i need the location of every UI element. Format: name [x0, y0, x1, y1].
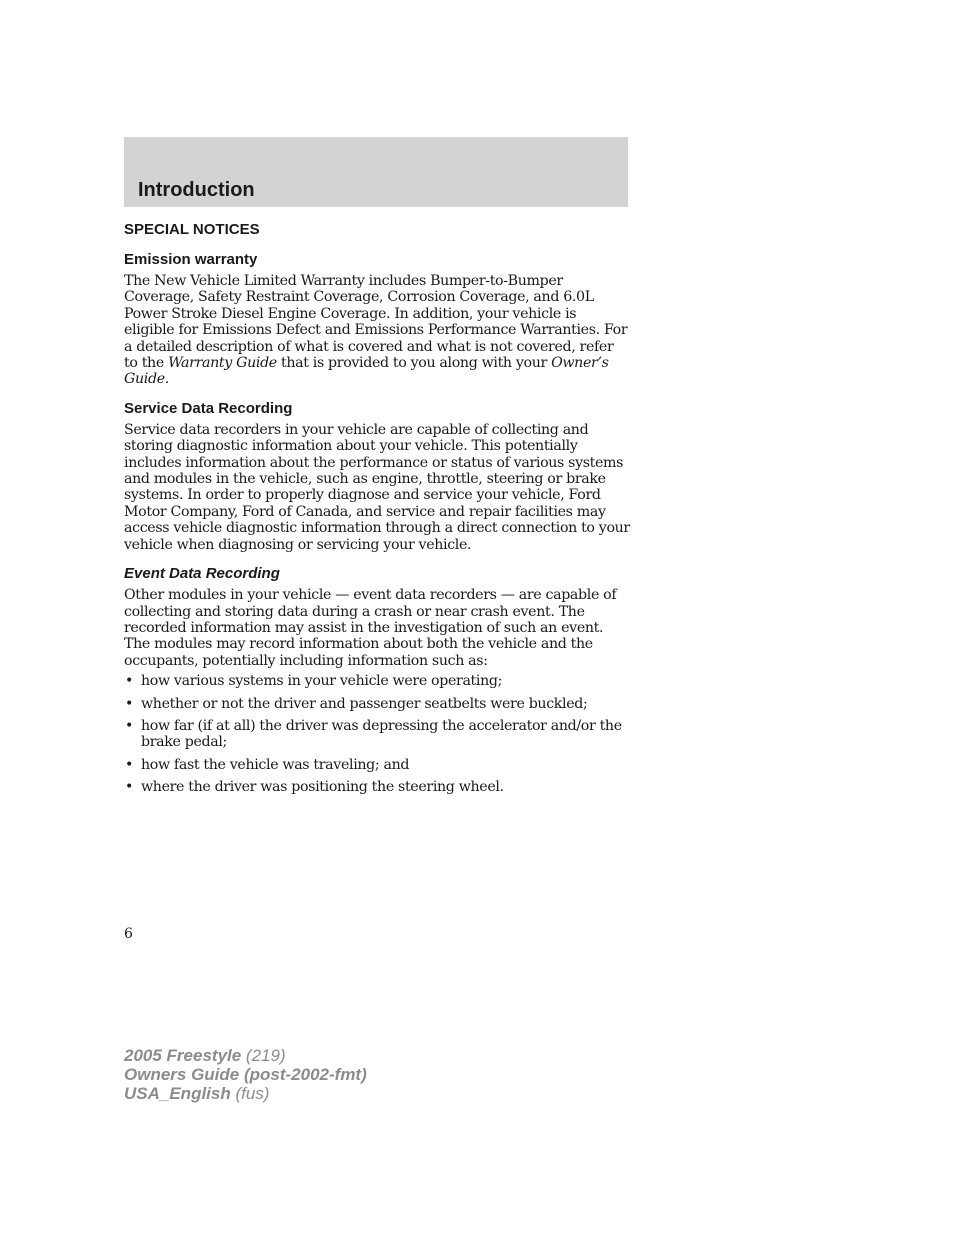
list-item-text: how far (if at all) the driver was depressing the accelerator and/or the brake pedal; — [141, 717, 622, 751]
page-content — [124, 220, 630, 802]
list-item — [124, 718, 630, 751]
bullet-icon: • — [125, 717, 134, 734]
event-data-list — [124, 673, 630, 795]
footer-line-3 — [124, 1084, 367, 1103]
chapter-title: Introduction — [138, 179, 255, 201]
list-item-text: where the driver was positioning the steering wheel. — [141, 779, 504, 796]
emission-warranty-paragraph — [124, 273, 630, 388]
bullet-icon: • — [125, 779, 134, 796]
footer-model: 2005 Freestyle — [124, 1046, 242, 1065]
bullet-icon: • — [125, 756, 134, 773]
bullet-icon: • — [125, 695, 134, 712]
footer-language-code: (fus) — [230, 1084, 270, 1103]
list-item — [124, 757, 630, 773]
bullet-icon: • — [125, 673, 134, 690]
header-band — [124, 137, 628, 207]
list-item — [124, 673, 630, 689]
service-data-paragraph: Service data recorders in your vehicle are capable of collecting and storing diagnostic information about your vehicle. This potentially includes information about the performance or status of various systems and modules in the vehicle, such as engine, throttle, steering or brake systems. In order to properly diagnose and service your vehicle, Ford Motor Company, Ford of Canada, and service and repair facilities may access vehicle diagnostic information through a direct connection to your vehicle when diagnosing or servicing your vehicle. — [124, 421, 630, 553]
footer-guide-type: Owners Guide (post-2002-fmt) — [124, 1065, 367, 1084]
event-data-paragraph: Other modules in your vehicle — event data recorders — are capable of collecting and storing data during a crash or near crash event. The recorded information may assist in the investigation of such an event. The modules may record information about both the vehicle and the occupants, potentially including information such as: — [124, 587, 617, 669]
warranty-guide-title: Warranty Guide — [168, 355, 277, 372]
list-item-text: whether or not the driver and passenger seatbelts were buckled; — [141, 695, 588, 712]
owners-guide-title: Owner’s Guide — [124, 355, 609, 388]
emission-text-before: The New Vehicle Limited Warranty includes Bumper-to-Bumper Coverage, Safety Restraint Coverage, Corrosion Coverage, and 6.0L Power Stroke Diesel Engine Coverage. In addition, your vehicle is eligible for Emissions Defect and Emissions Performance Warranties. For a detailed description of what is covered and what is not covered, refer to the — [124, 273, 628, 372]
list-item — [124, 779, 630, 795]
list-item-text: how fast the vehicle was traveling; and — [141, 756, 410, 773]
footer-model-code: (219) — [241, 1046, 286, 1065]
emission-warranty-heading: Emission warranty — [124, 251, 258, 268]
list-item — [124, 696, 630, 712]
list-item-text: how various systems in your vehicle were operating; — [141, 673, 503, 690]
service-data-heading: Service Data Recording — [124, 399, 293, 417]
footer-line-1 — [124, 1046, 367, 1065]
event-data-heading: Event Data Recording — [124, 565, 280, 583]
section-title: SPECIAL NOTICES — [124, 221, 260, 238]
footer-language: USA_English — [124, 1084, 231, 1103]
footer-line-2 — [124, 1065, 367, 1084]
page-number: 6 — [124, 926, 133, 942]
document-footer — [124, 1046, 367, 1103]
emission-text-after: . — [164, 371, 169, 388]
emission-text-middle: that is provided to you along with your — [276, 355, 552, 372]
